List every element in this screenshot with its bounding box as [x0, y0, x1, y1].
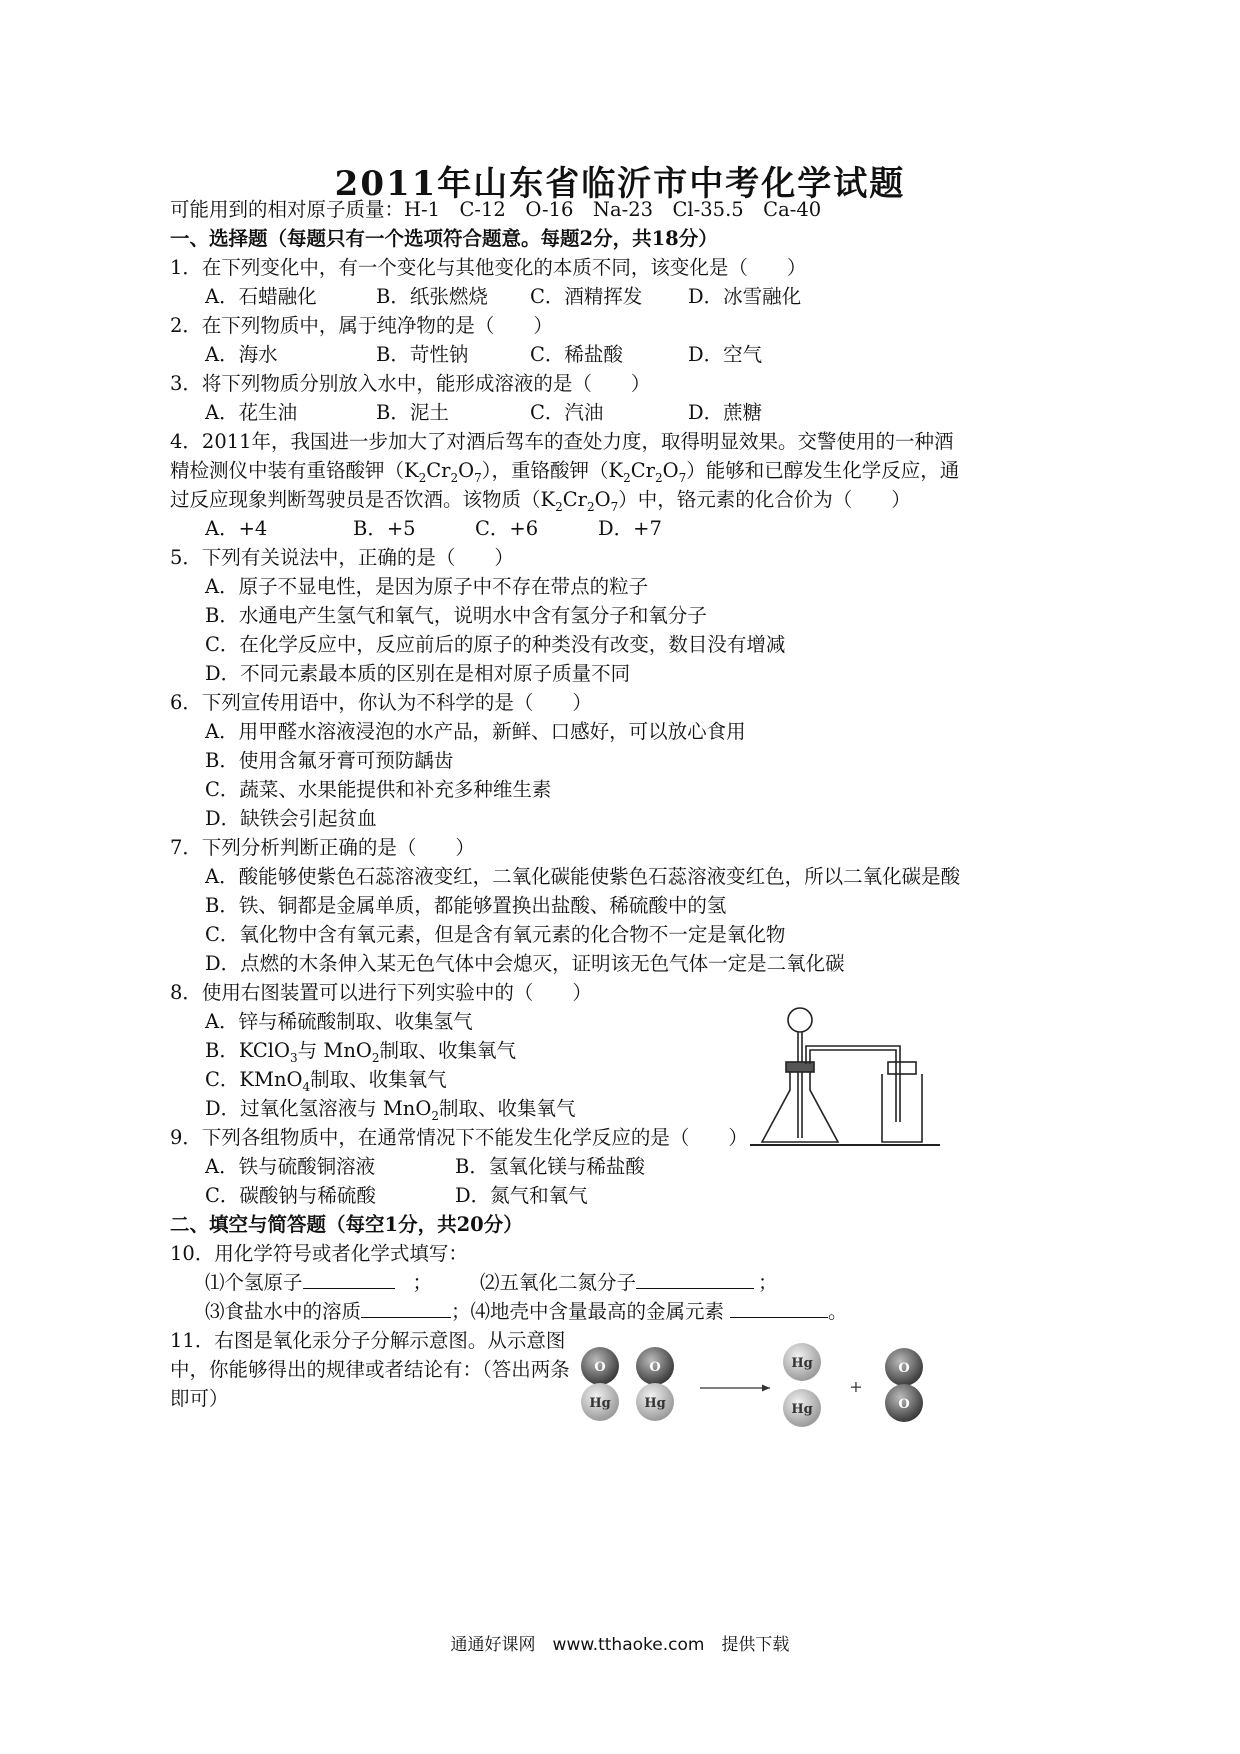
- q6-option-b: B．使用含氟牙膏可预防龋齿: [205, 749, 454, 772]
- q7-option-a: A．酸能够使紫色石蕊溶液变红，二氧化碳能使紫色石蕊溶液变红色，所以二氧化碳是酸: [205, 865, 961, 888]
- q3-option-a: A．花生油: [205, 401, 298, 424]
- q2-option-a: A．海水: [205, 343, 278, 366]
- q10-part1-label: ⑴个氢原子: [205, 1271, 303, 1294]
- mercury-label: Hg: [791, 1356, 813, 1371]
- delivery-tube: [810, 1050, 896, 1122]
- q11-line1: 11．右图是氧化汞分子分解示意图。从示意图: [170, 1329, 566, 1352]
- oxygen-label: O: [594, 1360, 606, 1375]
- q10-part1: [205, 1268, 432, 1298]
- q10-sep: ；: [412, 1271, 433, 1294]
- q4-text-b: ），重铬酸钾（K: [481, 459, 624, 482]
- q4-text-c: ）能够和已醇发生化学反应，通: [686, 459, 960, 482]
- q6-option-c: C．蔬菜、水果能提供和补充多种维生素: [205, 778, 552, 801]
- q3-option-b: B．泥土: [376, 401, 449, 424]
- formula-sub: 2: [555, 499, 563, 514]
- q8-c-text: C．KMnO: [205, 1068, 303, 1091]
- gas-apparatus-figure: [750, 1002, 940, 1152]
- q10-part2: [480, 1268, 778, 1298]
- q4-text-e: ）中，铬元素的化合价为（ ）: [618, 488, 911, 511]
- q10-sep: ；: [758, 1271, 778, 1294]
- formula-sub: 2: [431, 1108, 439, 1123]
- page-title: 2011年山东省临沂市中考化学试题: [334, 164, 906, 204]
- formula-sub: 2: [623, 470, 631, 485]
- formula-o: O: [594, 488, 611, 511]
- q10-end: 。: [828, 1300, 848, 1323]
- mercury-oxide-decomposition-figure: [580, 1340, 940, 1440]
- q8-b-text: 与 MnO: [297, 1039, 372, 1062]
- formula-sub: 2: [418, 470, 427, 485]
- formula-sub: 2: [586, 499, 595, 514]
- q4-text-d: 过反应现象判断驾驶员是否饮酒。该物质（K: [170, 488, 556, 511]
- q1-option-d: D．冰雪融化: [688, 285, 802, 308]
- q5-option-c: C．在化学反应中，反应前后的原子的种类没有改变，数目没有增减: [205, 633, 786, 656]
- bottle-neck: [888, 1062, 916, 1074]
- q1-option-b: B．纸张燃烧: [376, 285, 488, 308]
- section1-heading: 一、选择题（每题只有一个选项符合题意。每题2分，共18分）: [170, 227, 718, 250]
- q3-option-c: C．汽油: [530, 401, 604, 424]
- q8-option-a: A．锌与稀硫酸制取、收集氢气: [205, 1010, 473, 1033]
- q9-option-d: D．氮气和氧气: [455, 1184, 588, 1207]
- q7-stem: 7．下列分析判断正确的是（ ）: [170, 836, 475, 859]
- q2-stem: 2．在下列物质中，属于纯净物的是（ ）: [170, 314, 553, 337]
- plus-sign: +: [849, 1377, 863, 1396]
- formula-sub: 7: [610, 499, 619, 514]
- q4-option-d: D．+7: [598, 517, 662, 540]
- q8-d-text: D．过氧化氢溶液与 MnO: [205, 1097, 432, 1120]
- q5-option-b: B．水通电产生氢气和氧气，说明水中含有氢分子和氧分子: [205, 604, 707, 627]
- q10-part3: [205, 1297, 848, 1327]
- q6-stem: 6．下列宣传用语中，你认为不科学的是（ ）: [170, 691, 592, 714]
- formula-sub: 2: [371, 1050, 380, 1065]
- mercury-label: Hg: [589, 1396, 611, 1411]
- collection-bottle: [882, 1074, 922, 1142]
- q8-c-text: 制取、收集氧气: [310, 1068, 447, 1091]
- q1-stem: 1．在下列变化中，有一个变化与其他变化的本质不同，该变化是（ ）: [170, 256, 807, 279]
- delivery-tube: [806, 1046, 900, 1122]
- q8-b-text: B．KClO: [205, 1039, 291, 1062]
- q3-option-d: D．蔗糖: [688, 401, 763, 424]
- q9-option-b: B．氢氧化镁与稀盐酸: [455, 1155, 645, 1178]
- oxygen-label: O: [649, 1360, 661, 1375]
- q2-option-c: C．稀盐酸: [530, 343, 623, 366]
- q9-stem: 9．下列各组物质中，在通常情况下不能发生化学反应的是（ ）: [170, 1126, 748, 1149]
- q9-option-a: A．铁与硫酸铜溶液: [205, 1155, 376, 1178]
- q8-d-text: 制取、收集氧气: [439, 1097, 576, 1120]
- answer-blank[interactable]: [636, 1268, 754, 1289]
- answer-blank[interactable]: [361, 1297, 451, 1318]
- q6-option-a: A．用甲醛水溶液浸泡的水产品，新鲜、口感好，可以放心食用: [205, 720, 746, 743]
- q7-option-b: B．铁、铜都是金属单质，都能够置换出盐酸、稀硫酸中的氢: [205, 894, 727, 917]
- mercury-label: Hg: [791, 1402, 813, 1417]
- funnel-bulb: [788, 1008, 812, 1032]
- answer-blank[interactable]: [303, 1268, 395, 1289]
- q8-b-text: 制取、收集氧气: [379, 1039, 517, 1062]
- q7-option-c: C．氧化物中含有氧元素，但是含有氧元素的化合物不一定是氧化物: [205, 923, 786, 946]
- q1-option-a: A．石蜡融化: [205, 285, 317, 308]
- formula-sub: 7: [678, 470, 687, 485]
- mercury-label: Hg: [644, 1396, 666, 1411]
- answer-blank[interactable]: [730, 1297, 828, 1318]
- q10-sep: ；: [451, 1300, 471, 1323]
- formula-sub: 4: [302, 1079, 311, 1094]
- q8-stem: 8．使用右图装置可以进行下列实验中的（ ）: [170, 981, 592, 1004]
- q5-stem: 5．下列有关说法中，正确的是（ ）: [170, 546, 514, 569]
- q4-option-c: C．+6: [475, 517, 539, 540]
- q5-option-d: D．不同元素最本质的区别在是相对原子质量不同: [205, 662, 631, 685]
- q2-option-d: D．空气: [688, 343, 763, 366]
- q4-stem-line3: [170, 485, 911, 522]
- conical-flask: [762, 1064, 838, 1142]
- formula-sub: 2: [654, 470, 663, 485]
- q5-option-a: A．原子不显电性，是因为原子中不存在带点的粒子: [205, 575, 649, 598]
- q10-part3-label: ⑶食盐水中的溶质: [205, 1300, 362, 1323]
- formula-sub: 3: [290, 1050, 298, 1065]
- reaction-arrowhead: [762, 1385, 770, 1392]
- q3-stem: 3．将下列物质分别放入水中，能形成溶液的是（ ）: [170, 372, 651, 395]
- q9-option-c: C．碳酸钠与稀硫酸: [205, 1184, 376, 1207]
- q4-option-a: A．+4: [205, 517, 268, 540]
- q1-option-c: C．酒精挥发: [530, 285, 643, 308]
- q4-option-b: B．+5: [353, 517, 416, 540]
- q10-part2-label: ⑵五氧化二氮分子: [480, 1271, 637, 1294]
- atomic-masses: 可能用到的相对原子质量：H-1 C-12 O-16 Na-23 Cl-35.5 Ca-40: [170, 198, 822, 221]
- q4-stem-line1: 4．2011年，我国进一步加大了对酒后驾车的查处力度，取得明显效果。交警使用的一种酒: [170, 430, 954, 453]
- formula-o: O: [662, 459, 679, 482]
- q10-part4-label: ⑷地壳中含量最高的金属元素: [470, 1300, 725, 1323]
- q4-text-a: 精检测仪中装有重铬酸钾（K: [170, 459, 419, 482]
- q7-option-d: D．点燃的木条伸入某无色气体中会熄灭，证明该无色气体一定是二氧化碳: [205, 952, 845, 975]
- q6-option-d: D．缺铁会引起贫血: [205, 807, 377, 830]
- formula-cr: Cr: [426, 459, 451, 482]
- q10-stem: 10．用化学符号或者化学式填写：: [170, 1242, 468, 1265]
- oxygen-label: O: [898, 1361, 910, 1376]
- q2-option-b: B．苛性钠: [376, 343, 469, 366]
- formula-cr: Cr: [562, 488, 587, 511]
- oxygen-label: O: [898, 1397, 910, 1412]
- formula-sub: 7: [474, 470, 482, 485]
- section2-heading: 二、填空与简答题（每空1分，共20分）: [170, 1213, 523, 1236]
- formula-o: O: [458, 459, 475, 482]
- formula-cr: Cr: [630, 459, 655, 482]
- page-footer: 通通好课网 www.tthaoke.com 提供下载: [450, 1635, 790, 1655]
- q11-line3: 即可）: [170, 1387, 229, 1410]
- q11-line2: 中，你能够得出的规律或者结论有：（答出两条: [170, 1358, 570, 1381]
- formula-sub: 2: [450, 470, 459, 485]
